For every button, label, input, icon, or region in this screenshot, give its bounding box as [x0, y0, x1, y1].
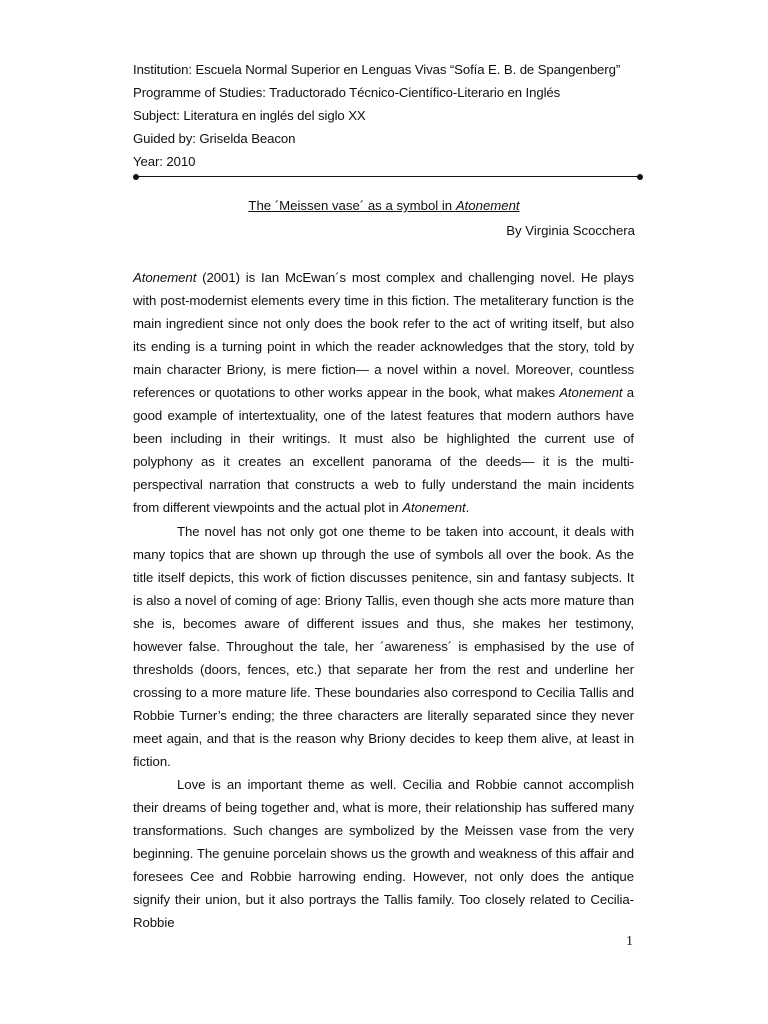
paragraph-1-lead: Atonement: [133, 270, 197, 285]
institution-line: Institution: Escuela Normal Superior en Lenguas Vivas “Sofía E. B. de Spangenberg”: [133, 62, 621, 77]
divider-left-dot: [133, 174, 139, 180]
essay-title: [0, 197, 768, 215]
title-italic: Atonement: [455, 198, 520, 213]
guided-by-line: Guided by: Griselda Beacon: [133, 131, 296, 146]
title-main: The ´Meissen vase´ as a symbol in: [248, 198, 456, 213]
paragraph-1-text-c: .: [465, 500, 470, 516]
paragraph-1-text-a: (2001) is Ian McEwan´s most complex and challenging novel. He plays with post-modernist elements every time in this fiction. The metaliterary function is the main ingredient since not only does the book refer to the act of writing itself, but also its ending is a turning point in which the reader acknowledges that the story, told by main character Briony, is mere fiction— a novel within a novel. Moreover, countless references or quotations to other works appear in the book, what makes: [133, 270, 634, 401]
year-line: Year: 2010: [133, 154, 196, 169]
essay-body: [133, 266, 634, 934]
programme-line: Programme of Studies: Traductorado Técnico-Científico-Literario en Inglés: [133, 85, 561, 100]
paragraph-1-italic-a: Atonement: [559, 385, 623, 401]
page-number: 1: [626, 934, 633, 949]
divider-right-dot: [637, 174, 643, 180]
subject-line: Subject: Literatura en inglés del siglo XX: [133, 108, 366, 123]
paragraph-1-italic-b: Atonement: [402, 500, 466, 516]
paragraph-1: [133, 266, 634, 520]
header-divider: [133, 174, 643, 180]
paragraph-1-text-b: a good example of intertextuality, one of the latest features that modern authors have been including in their writings. It must also be highlighted the current use of polyphony as it creates an excellent panorama of the deeds— it is the multi-perspectival narration that constructs a web to fully understand the main incidents from different viewpoints and the actual plot in: [133, 385, 634, 516]
divider-line: [136, 176, 640, 177]
document-header: [133, 58, 653, 173]
paragraph-3: Love is an important theme as well. Cecilia and Robbie cannot accomplish their dreams of being together and, what is more, their relationship has suffered many transformations. Such changes are symbolized by the Meissen vase from the very beginning. The genuine porcelain shows us the growth and weakness of this affair and foresees Cee and Robbie harrowing ending. However, not only does the antique signify their union, but it also portrays the Tallis family. Too closely related to Cecilia-Robbie: [133, 777, 634, 931]
paragraph-2: The novel has not only got one theme to be taken into account, it deals with many topics that are shown up through the use of symbols all over the book. As the title itself depicts, this work of fiction discusses penitence, sin and fantasy subjects. It is also a novel of coming of age: Briony Tallis, even though she acts more mature than she is, becomes aware of different issues and thus, she makes her testimony, however false. Throughout the tale, her ´awareness´ is emphasised by the use of thresholds (doors, fences, etc.) that separate her from the rest and underline her crossing to a more mature life. These boundaries also correspond to Cecilia Tallis and Robbie Turner’s ending; the three characters are literally separated since they never meet again, and that is the reason why Briony decides to keep them alive, at least in fiction.: [133, 523, 634, 769]
author-byline: By Virginia Scocchera: [506, 223, 635, 238]
